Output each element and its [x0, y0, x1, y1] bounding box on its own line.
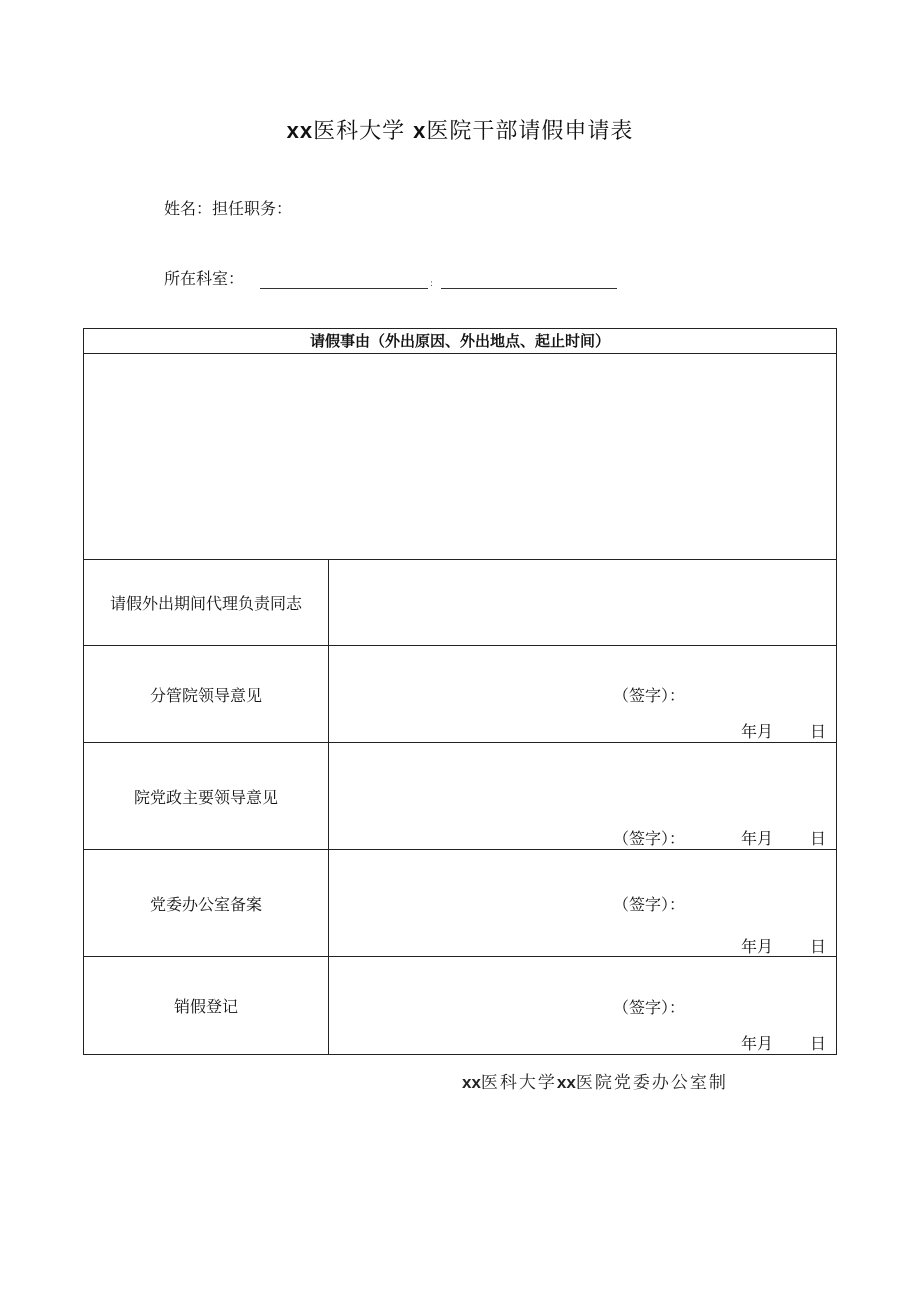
- title-part2: 医院干部请假申请表: [426, 119, 634, 144]
- leave-cancellation-cell[interactable]: [329, 957, 836, 1054]
- year-month-label: 年月: [741, 722, 774, 741]
- day-label: 日: [810, 937, 827, 956]
- title-part1: 医科大学: [313, 119, 406, 144]
- year-month-label: 年月: [741, 1034, 774, 1053]
- supervisor-opinion-cell[interactable]: [329, 646, 836, 742]
- table-row: [84, 850, 836, 957]
- day-label: 日: [810, 829, 827, 848]
- footer-part1: 医科大学: [480, 1073, 557, 1093]
- leave-request-table: [83, 328, 837, 1055]
- year-month-label: 年月: [741, 829, 774, 848]
- year-month-label: 年月: [741, 937, 774, 956]
- signature-label: （签字）：: [613, 686, 686, 705]
- row-label-deputy: 请假外出期间代理负责同志: [84, 560, 329, 645]
- party-office-record-cell[interactable]: [329, 850, 836, 956]
- footer-mid: xx: [556, 1073, 576, 1092]
- department-blank-1[interactable]: [260, 270, 428, 289]
- title-prefix: xx: [286, 118, 314, 143]
- reason-input-area[interactable]: [84, 354, 836, 560]
- table-row: [84, 743, 836, 850]
- day-label: 日: [810, 722, 827, 741]
- title-mid: x: [413, 118, 427, 143]
- footer-part2: 医院党委办公室制: [575, 1073, 728, 1093]
- deputy-input-cell[interactable]: [329, 560, 836, 645]
- name-position-line: 姓名：担任职务：: [164, 199, 293, 218]
- main-leader-opinion-cell[interactable]: [329, 743, 836, 849]
- signature-label: （签字）：: [613, 895, 686, 914]
- department-label: 所在科室：: [164, 269, 245, 288]
- department-separator: :: [430, 279, 434, 289]
- document-title: [0, 114, 920, 145]
- signature-label: （签字）：: [613, 829, 686, 848]
- day-label: 日: [810, 1034, 827, 1053]
- table-row: [84, 957, 836, 1054]
- department-blank-2[interactable]: [441, 270, 617, 289]
- signature-label: （签字）：: [613, 998, 686, 1017]
- table-row: [84, 560, 836, 646]
- footer-issuer: [462, 1068, 728, 1093]
- row-label-party-office-record: 党委办公室备案: [84, 850, 329, 956]
- reason-header: 请假事由（外出原因、外出地点、起止时间）: [84, 329, 836, 354]
- row-label-supervisor-opinion: 分管院领导意见: [84, 646, 329, 742]
- row-label-main-leader-opinion: 院党政主要领导意见: [84, 743, 329, 849]
- row-label-leave-cancellation: 销假登记: [84, 957, 329, 1054]
- footer-prefix: xx: [462, 1073, 481, 1092]
- table-row: [84, 646, 836, 743]
- department-line: [164, 266, 617, 289]
